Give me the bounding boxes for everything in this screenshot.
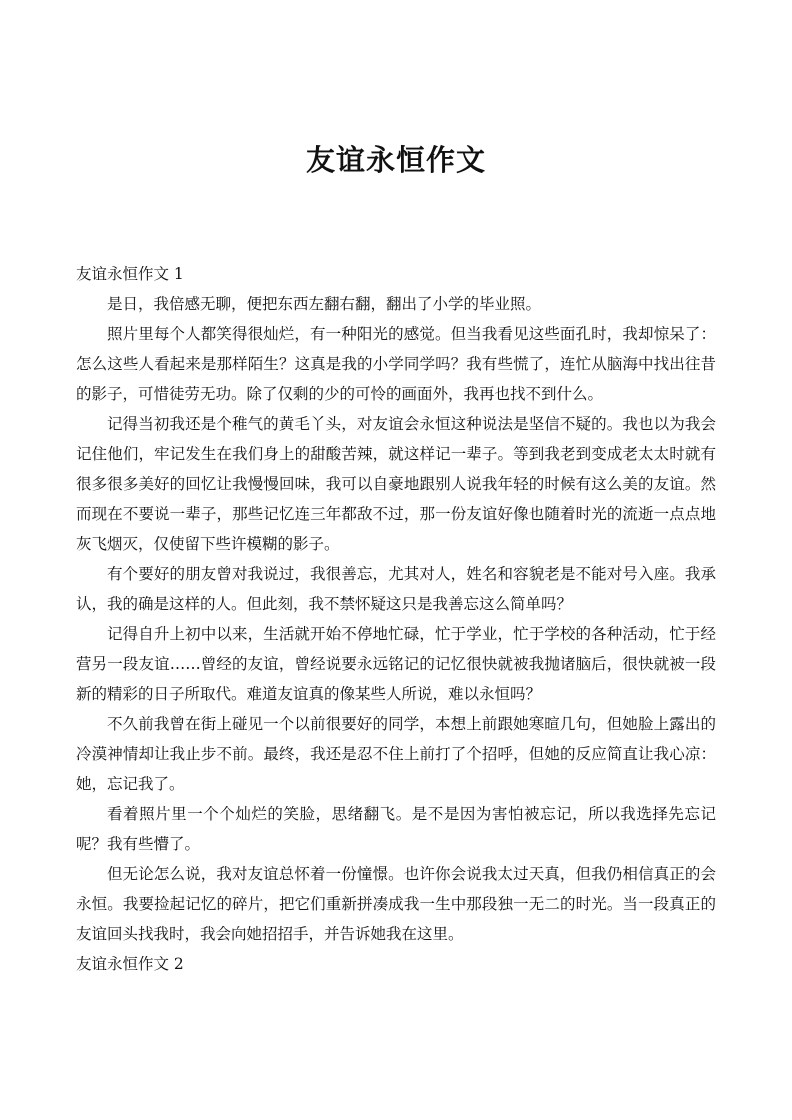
paragraph: 但无论怎么说，我对友谊总怀着一份憧憬。也许你会说我太过天真，但我仍相信真正的会永恒。我要捡起记忆的碎片，把它们重新拼凑成我一生中那段独一无二的时光。当一段真正的友谊回头找我时，我会向她招招手，并告诉她我在这里。 — [76, 865, 716, 943]
document-title: 友谊永恒作文 — [305, 143, 486, 177]
document-body — [76, 259, 716, 979]
paragraph: 记得当初我还是个稚气的黄毛丫头，对友谊会永恒这种说法是坚信不疑的。我也以为我会记住他们，牢记发生在我们身上的甜酸苦辣，就这样记一辈子。等到我老到变成老太太时就有很多很多美好的回忆让我慢慢回味，我可以自豪地跟别人说我年轻的时候有这么美的友谊。然而现在不要说一辈子，那些记忆连三年都敌不过，那一份友谊好像也随着时光的流逝一点点地灰飞烟灭，仅使留下些许模糊的影子。 — [76, 415, 716, 553]
paragraph: 有个要好的朋友曾对我说过，我很善忘，尤其对人，姓名和容貌老是不能对号入座。我承认，我的确是这样的人。但此刻，我不禁怀疑这只是我善忘这么简单吗？ — [76, 565, 716, 613]
paragraph: 看着照片里一个个灿烂的笑脸，思绪翻飞。是不是因为害怕被忘记，所以我选择先忘记呢？我有些懵了。 — [76, 805, 716, 853]
paragraph: 照片里每个人都笑得很灿烂，有一种阳光的感觉。但当我看见这些面孔时，我却惊呆了：怎么这些人看起来是那样陌生？这真是我的小学同学吗？我有些慌了，连忙从脑海中找出往昔的影子，可惜徒劳无功。除了仅剩的少的可怜的画面外，我再也找不到什么。 — [76, 325, 716, 403]
paragraph: 不久前我曾在街上碰见一个以前很要好的同学，本想上前跟她寒暄几句，但她脸上露出的冷漠神情却让我止步不前。最终，我还是忍不住上前打了个招呼，但她的反应简直让我心凉：她，忘记我了。 — [76, 715, 716, 793]
paragraph: 是日，我倍感无聊，便把东西左翻右翻，翻出了小学的毕业照。 — [107, 295, 542, 313]
paragraph: 记得自升上初中以来，生活就开始不停地忙碌，忙于学业，忙于学校的各种活动，忙于经营另一段友谊……曾经的友谊，曾经说要永远铭记的记忆很快就被我抛诸脑后，很快就被一段新的精彩的日子所取代。难道友谊真的像某些人所说，难以永恒吗？ — [76, 625, 716, 703]
section-heading: 友谊永恒作文 1 — [76, 265, 184, 283]
section-heading: 友谊永恒作文 2 — [76, 955, 184, 973]
